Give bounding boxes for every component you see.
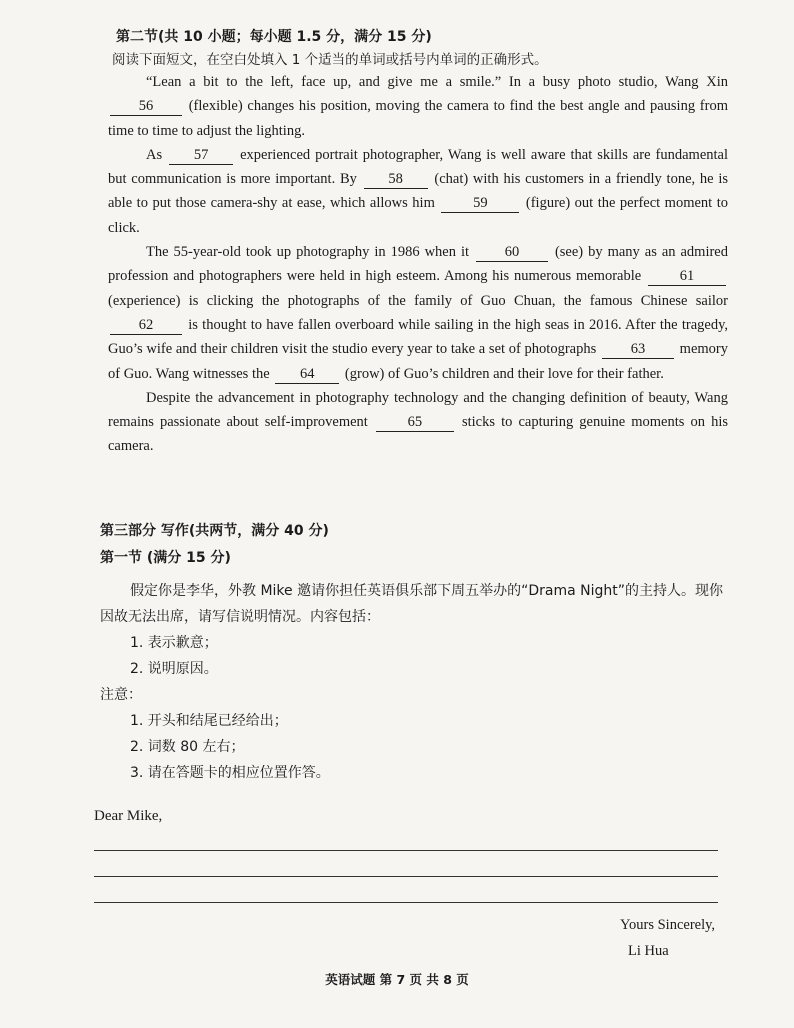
blank-61[interactable]: 61 [648,268,726,286]
note-item: 3. 请在答题卡的相应位置作答。 [130,765,330,781]
note-item: 1. 开头和结尾已经给出； [130,713,288,729]
passage-text: Despite the advancement in photography technology and the changing definition of beauty, Wang remains passionate about self-improvement [108,389,728,431]
passage-text: (grow) of Guo’s children and their love for their father. [341,365,664,382]
task-prompt: 假定你是李华，外教 Mike 邀请你担任英语俱乐部下周五举办的“Drama Night”的主持人。现你因故无法出席，请写信说明情况。内容包括： [100,583,723,625]
blank-59[interactable]: 59 [441,195,519,213]
passage-text: (experience) is clicking the photographs of the family of Guo Chuan, the famous Chinese sailor [108,292,728,309]
passage-text: As [146,146,168,163]
passage-text: (figure) out the perfect moment to click. [108,195,728,236]
cloze-passage [108,70,728,459]
passage-text: experienced portrait photographer, Wang is well aware that skills are fundamental but communication is more important. By [108,146,728,188]
blank-65[interactable]: 65 [376,414,454,432]
page-footer: 英语试题 第 7 页 共 8 页 [325,972,469,987]
content-item: 2. 说明原因。 [130,661,218,677]
blank-62[interactable]: 62 [110,317,182,335]
letter-closing [620,912,715,964]
passage-text: sticks to capturing genuine moments on his camera. [108,414,728,455]
writing-line[interactable] [94,850,718,851]
passage-text: “Lean a bit to the left, face up, and give me a smile.” In a busy photo studio, Wang Xin [146,74,728,90]
section-2-title: 第二节(共 10 小题；每小题 1.5 分，满分 15 分) [116,29,432,45]
passage-paragraph-4 [108,386,728,459]
passage-paragraph-1 [108,70,728,143]
blank-64[interactable]: 64 [275,366,339,384]
notes-label: 注意： [100,687,142,703]
content-item: 1. 表示歉意； [130,635,218,651]
blank-58[interactable]: 58 [364,171,428,189]
letter-greeting: Dear Mike, [94,808,163,824]
note-item: 2. 词数 80 左右； [130,739,245,755]
passage-text: is thought to have fallen overboard while sailing in the high seas in 2016. After the tragedy, Guo’s wife and their children visit the studio every year to take a set of photographs [108,316,728,358]
writing-section-1-title: 第一节 (满分 15 分) [100,550,231,566]
blank-63[interactable]: 63 [602,341,674,359]
blank-57[interactable]: 57 [169,147,233,165]
passage-text: (chat) with his customers in a friendly tone, he is able to put those camera-shy at ease, which allows him [108,171,728,212]
signature: Li Hua [628,943,669,959]
passage-text: The 55-year-old took up photography in 1986 when it [146,244,474,261]
passage-text: memory of Guo. Wang witnesses the [108,341,728,382]
writing-task [100,578,730,786]
blank-56[interactable]: 56 [110,98,182,116]
closing-phrase: Yours Sincerely, [620,917,716,933]
passage-paragraph-3 [108,240,728,386]
writing-line[interactable] [94,876,718,877]
passage-paragraph-2 [108,143,728,240]
passage-text: (flexible) changes his position, moving the camera to find the best angle and pausing from time to time to adjust the lighting. [108,98,728,139]
writing-line[interactable] [94,902,718,903]
part-3-title: 第三部分 写作(共两节，满分 40 分) [100,523,329,539]
section-2-instruction: 阅读下面短文，在空白处填入 1 个适当的单词或括号内单词的正确形式。 [112,52,548,68]
passage-text: (see) by many as an admired profession and photographers were held in high esteem. Among his numerous memorable [108,244,728,285]
blank-60[interactable]: 60 [476,244,548,262]
